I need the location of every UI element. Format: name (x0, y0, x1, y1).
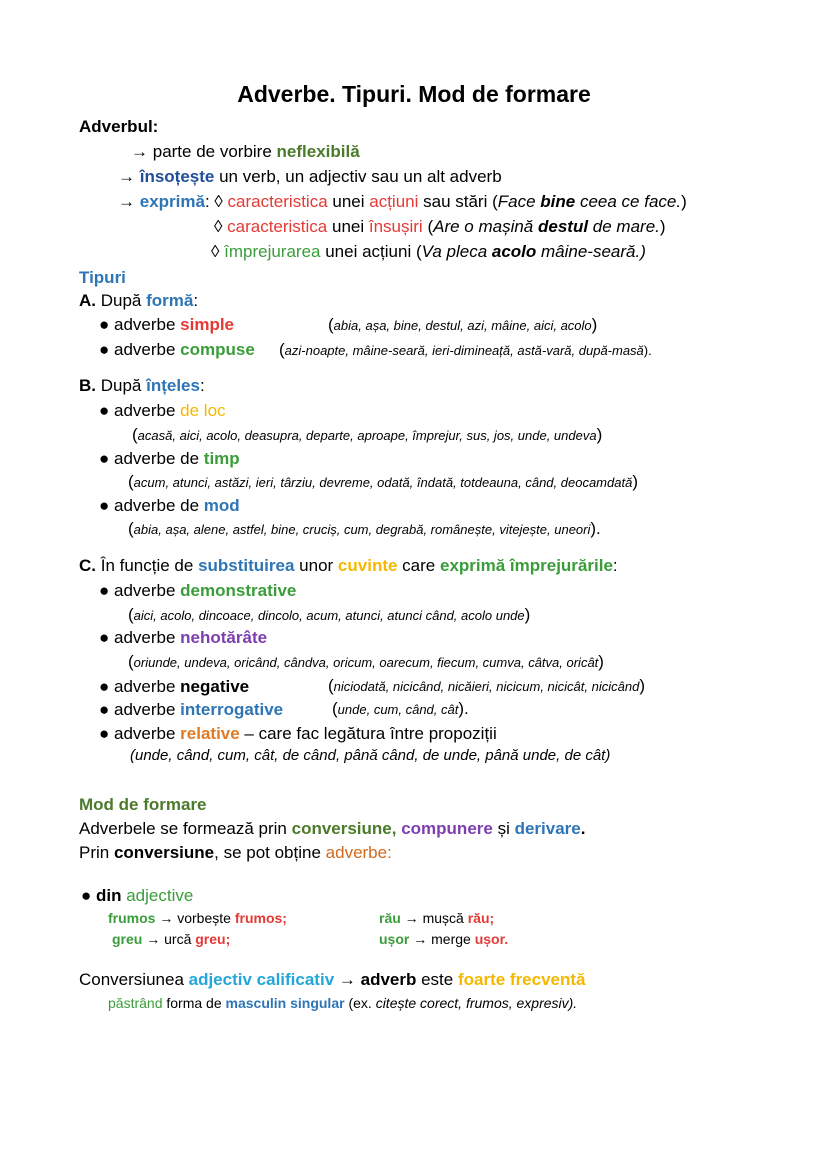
examples-mod (128, 519, 601, 540)
examples: azi-noapte, mâine-seară, ieri-dimineață, astă-vară, după-masă (284, 343, 644, 358)
text: : (612, 556, 618, 575)
text: ● adverbe de (99, 449, 204, 468)
arrow-icon: → (334, 970, 361, 989)
list-item-nehotarate (99, 627, 267, 649)
examples-interrogative (332, 699, 469, 720)
paren: ( (128, 605, 134, 624)
label: B. (79, 376, 96, 395)
examples-de-loc (132, 425, 602, 446)
term: păstrând (108, 995, 163, 1011)
term: mod (203, 496, 240, 515)
section-tipuri-heading: Tipuri (79, 268, 126, 287)
conversiune-line-2 (108, 992, 577, 1014)
text: → vorbește (155, 910, 235, 926)
intro-heading: Adverbul: (79, 117, 159, 136)
formare-din-adjective (81, 885, 193, 907)
paren: ). (458, 699, 469, 718)
term: formă (146, 291, 194, 310)
text: → merge (409, 931, 475, 947)
term-neflexibila: neflexibilă (276, 142, 360, 161)
paren: ( (128, 652, 134, 671)
text: sau stări ( (418, 192, 498, 211)
term: relative (180, 724, 240, 743)
examples: niciodată, nicicând, nicăieri, nicicum, nicicât, nicicând (333, 679, 640, 694)
term: negative (180, 677, 250, 696)
paren: ) (591, 315, 598, 334)
term: nehotărâte (180, 628, 268, 647)
examples-simple (328, 315, 597, 336)
term: frumos; (234, 910, 287, 926)
term: de loc (180, 401, 226, 420)
term: conversiune, (291, 819, 397, 838)
list-item-demonstrative (99, 580, 296, 602)
term: demonstrative (180, 581, 297, 600)
section-formare-heading: Mod de formare (79, 795, 207, 814)
examples-relative: (unde, când, cum, cât, de când, până când, de unde, până unde, de cât) (130, 747, 611, 764)
text: forma de (162, 995, 226, 1011)
example-greu (112, 928, 230, 950)
paren: ). (590, 519, 601, 538)
paren: ( (328, 315, 334, 334)
paren: ) (632, 472, 638, 491)
example: mâine-seară.) (536, 242, 646, 261)
list-item-simple (99, 314, 234, 336)
example-usor (379, 928, 508, 950)
paren: ( (128, 472, 134, 491)
arrow-icon: → (131, 142, 148, 161)
text: ● adverbe (99, 401, 181, 420)
term: adverb (360, 970, 417, 989)
term: cuvinte (337, 556, 398, 575)
paren: ( (332, 699, 338, 718)
text: ) (659, 217, 666, 236)
example: Are o mașină (433, 217, 538, 236)
term-exprima: exprimă (139, 192, 205, 211)
text: În funcție de (96, 556, 199, 575)
term: foarte frecventă (457, 970, 586, 989)
formare-line-1 (79, 818, 585, 840)
text: ● adverbe (99, 724, 181, 743)
intro-line-1 (131, 141, 360, 163)
paren: ( (328, 676, 334, 695)
list-item-interrogative (99, 699, 283, 721)
list-item-timp (99, 448, 240, 470)
section-c-heading (79, 555, 618, 577)
paren: ) (596, 425, 603, 444)
text: , se pot obține (214, 843, 326, 862)
text: care (397, 556, 440, 575)
text: : ◊ (204, 192, 228, 211)
text: ● din (81, 886, 122, 905)
example-key: acolo (491, 242, 537, 261)
text: un verb, un adjectiv sau un alt adverb (214, 167, 502, 186)
text: ● adverbe de (99, 496, 204, 515)
text: ( (422, 217, 434, 236)
term: conversiune (113, 843, 215, 862)
term: exprimă împrejurările (439, 556, 613, 575)
paren: ). (643, 343, 652, 358)
term-insoteste: însoțește (139, 167, 215, 186)
list-item-negative (99, 676, 249, 698)
text: unei acțiuni ( (320, 242, 422, 261)
examples: acasă, aici, acolo, deasupra, departe, aproape, împrejur, sus, jos, unde, undeva (137, 428, 597, 443)
paren: ) (524, 605, 531, 624)
text: ● adverbe (99, 700, 181, 719)
list-item-mod (99, 495, 240, 517)
intro-line-2 (118, 166, 502, 188)
paren: ) (639, 676, 645, 695)
term: împrejurarea (224, 242, 321, 261)
term: rău (379, 910, 401, 926)
intro-line-5 (211, 241, 646, 263)
term: adjectiv calificativ (188, 970, 335, 989)
text: : (193, 291, 199, 310)
text: ◊ (214, 217, 228, 236)
examples: acum, atunci, astăzi, ieri, târziu, devreme, odată, îndată, totdeauna, când, deocamdată (133, 475, 633, 490)
term: interrogative (180, 700, 284, 719)
text: unei (327, 192, 370, 211)
text: ) (681, 192, 687, 211)
page-title: Adverbe. Tipuri. Mod de formare (237, 81, 591, 107)
example-rau (379, 907, 494, 929)
term: substituirea (198, 556, 295, 575)
example: citește corect, frumos, expresiv). (375, 995, 578, 1011)
examples: abia, așa, alene, astfel, bine, cruciș, cum, degrabă, românește, vitejește, uneori (133, 522, 591, 537)
term: timp (203, 449, 240, 468)
term: greu; (195, 931, 231, 947)
arrow-icon: → (118, 167, 135, 186)
text: După (96, 291, 147, 310)
example: Face (497, 192, 541, 211)
examples-negative (328, 676, 645, 697)
text: Conversiunea (79, 970, 189, 989)
text: ◊ (211, 242, 225, 261)
text: ● adverbe (99, 581, 181, 600)
text: unor (294, 556, 338, 575)
example: de mare. (588, 217, 660, 236)
paren: ) (598, 652, 604, 671)
example: ceea ce face. (575, 192, 682, 211)
list-item-compuse (99, 339, 255, 361)
text: → urcă (142, 931, 196, 947)
examples: abia, așa, bine, destul, azi, mâine, aici, acolo (333, 318, 592, 333)
text: După (96, 376, 147, 395)
example-frumos (108, 907, 287, 929)
example-key: bine (540, 192, 576, 211)
examples-nehotarate (128, 652, 604, 673)
formare-line-2 (79, 842, 392, 864)
text: și (492, 819, 515, 838)
text: (ex. (344, 995, 376, 1011)
examples-timp (128, 472, 638, 493)
term: derivare (514, 819, 581, 838)
examples: aici, acolo, dincoace, dincolo, acum, atunci, atunci când, acolo unde (133, 608, 525, 623)
term: caracteristica (227, 192, 328, 211)
text: Prin (79, 843, 114, 862)
text: este (416, 970, 458, 989)
text: ● adverbe (99, 340, 181, 359)
text: parte de vorbire (152, 142, 277, 161)
label: C. (79, 556, 96, 575)
label: A. (79, 291, 96, 310)
paren: ( (279, 340, 285, 359)
list-item-relative (99, 723, 497, 745)
example-key: destul (538, 217, 589, 236)
text: . (580, 819, 586, 838)
examples: unde, cum, când, cât (337, 702, 459, 717)
example: Va pleca (421, 242, 492, 261)
text: ● adverbe (99, 677, 181, 696)
text: ● adverbe (99, 315, 181, 334)
paren: ( (128, 519, 134, 538)
section-b-heading (79, 375, 205, 397)
term: rău; (467, 910, 495, 926)
intro-line-4 (214, 216, 666, 238)
term: adjective (121, 886, 194, 905)
text: Adverbele se formează prin (79, 819, 292, 838)
term: ușor (379, 931, 410, 947)
text: : (199, 376, 205, 395)
term: compuse (180, 340, 255, 359)
term: însușiri (368, 217, 423, 236)
term: simple (180, 315, 235, 334)
examples-demonstrative (128, 605, 530, 626)
section-a-heading (79, 290, 198, 312)
examples: oriunde, undeva, oricând, cândva, oricum, oarecum, fiecum, cumva, câtva, oricât (133, 655, 599, 670)
text: – care fac legătura între propoziții (239, 724, 497, 743)
term: acțiuni (369, 192, 419, 211)
term: adverbe: (325, 843, 392, 862)
list-item-de-loc (99, 400, 226, 422)
examples-compuse (279, 340, 652, 361)
term: ușor. (474, 931, 509, 947)
paren: ( (132, 425, 138, 444)
term: greu (112, 931, 143, 947)
text: → mușcă (400, 910, 468, 926)
text: unei (327, 217, 369, 236)
term: compunere (396, 819, 493, 838)
term: masculin singular (225, 995, 345, 1011)
text: ● adverbe (99, 628, 181, 647)
arrow-icon: → (118, 192, 135, 211)
term: caracteristica (227, 217, 328, 236)
conversiune-line-1 (79, 969, 586, 991)
intro-line-3 (118, 191, 687, 213)
term: înțeles (146, 376, 200, 395)
term: frumos (108, 910, 156, 926)
